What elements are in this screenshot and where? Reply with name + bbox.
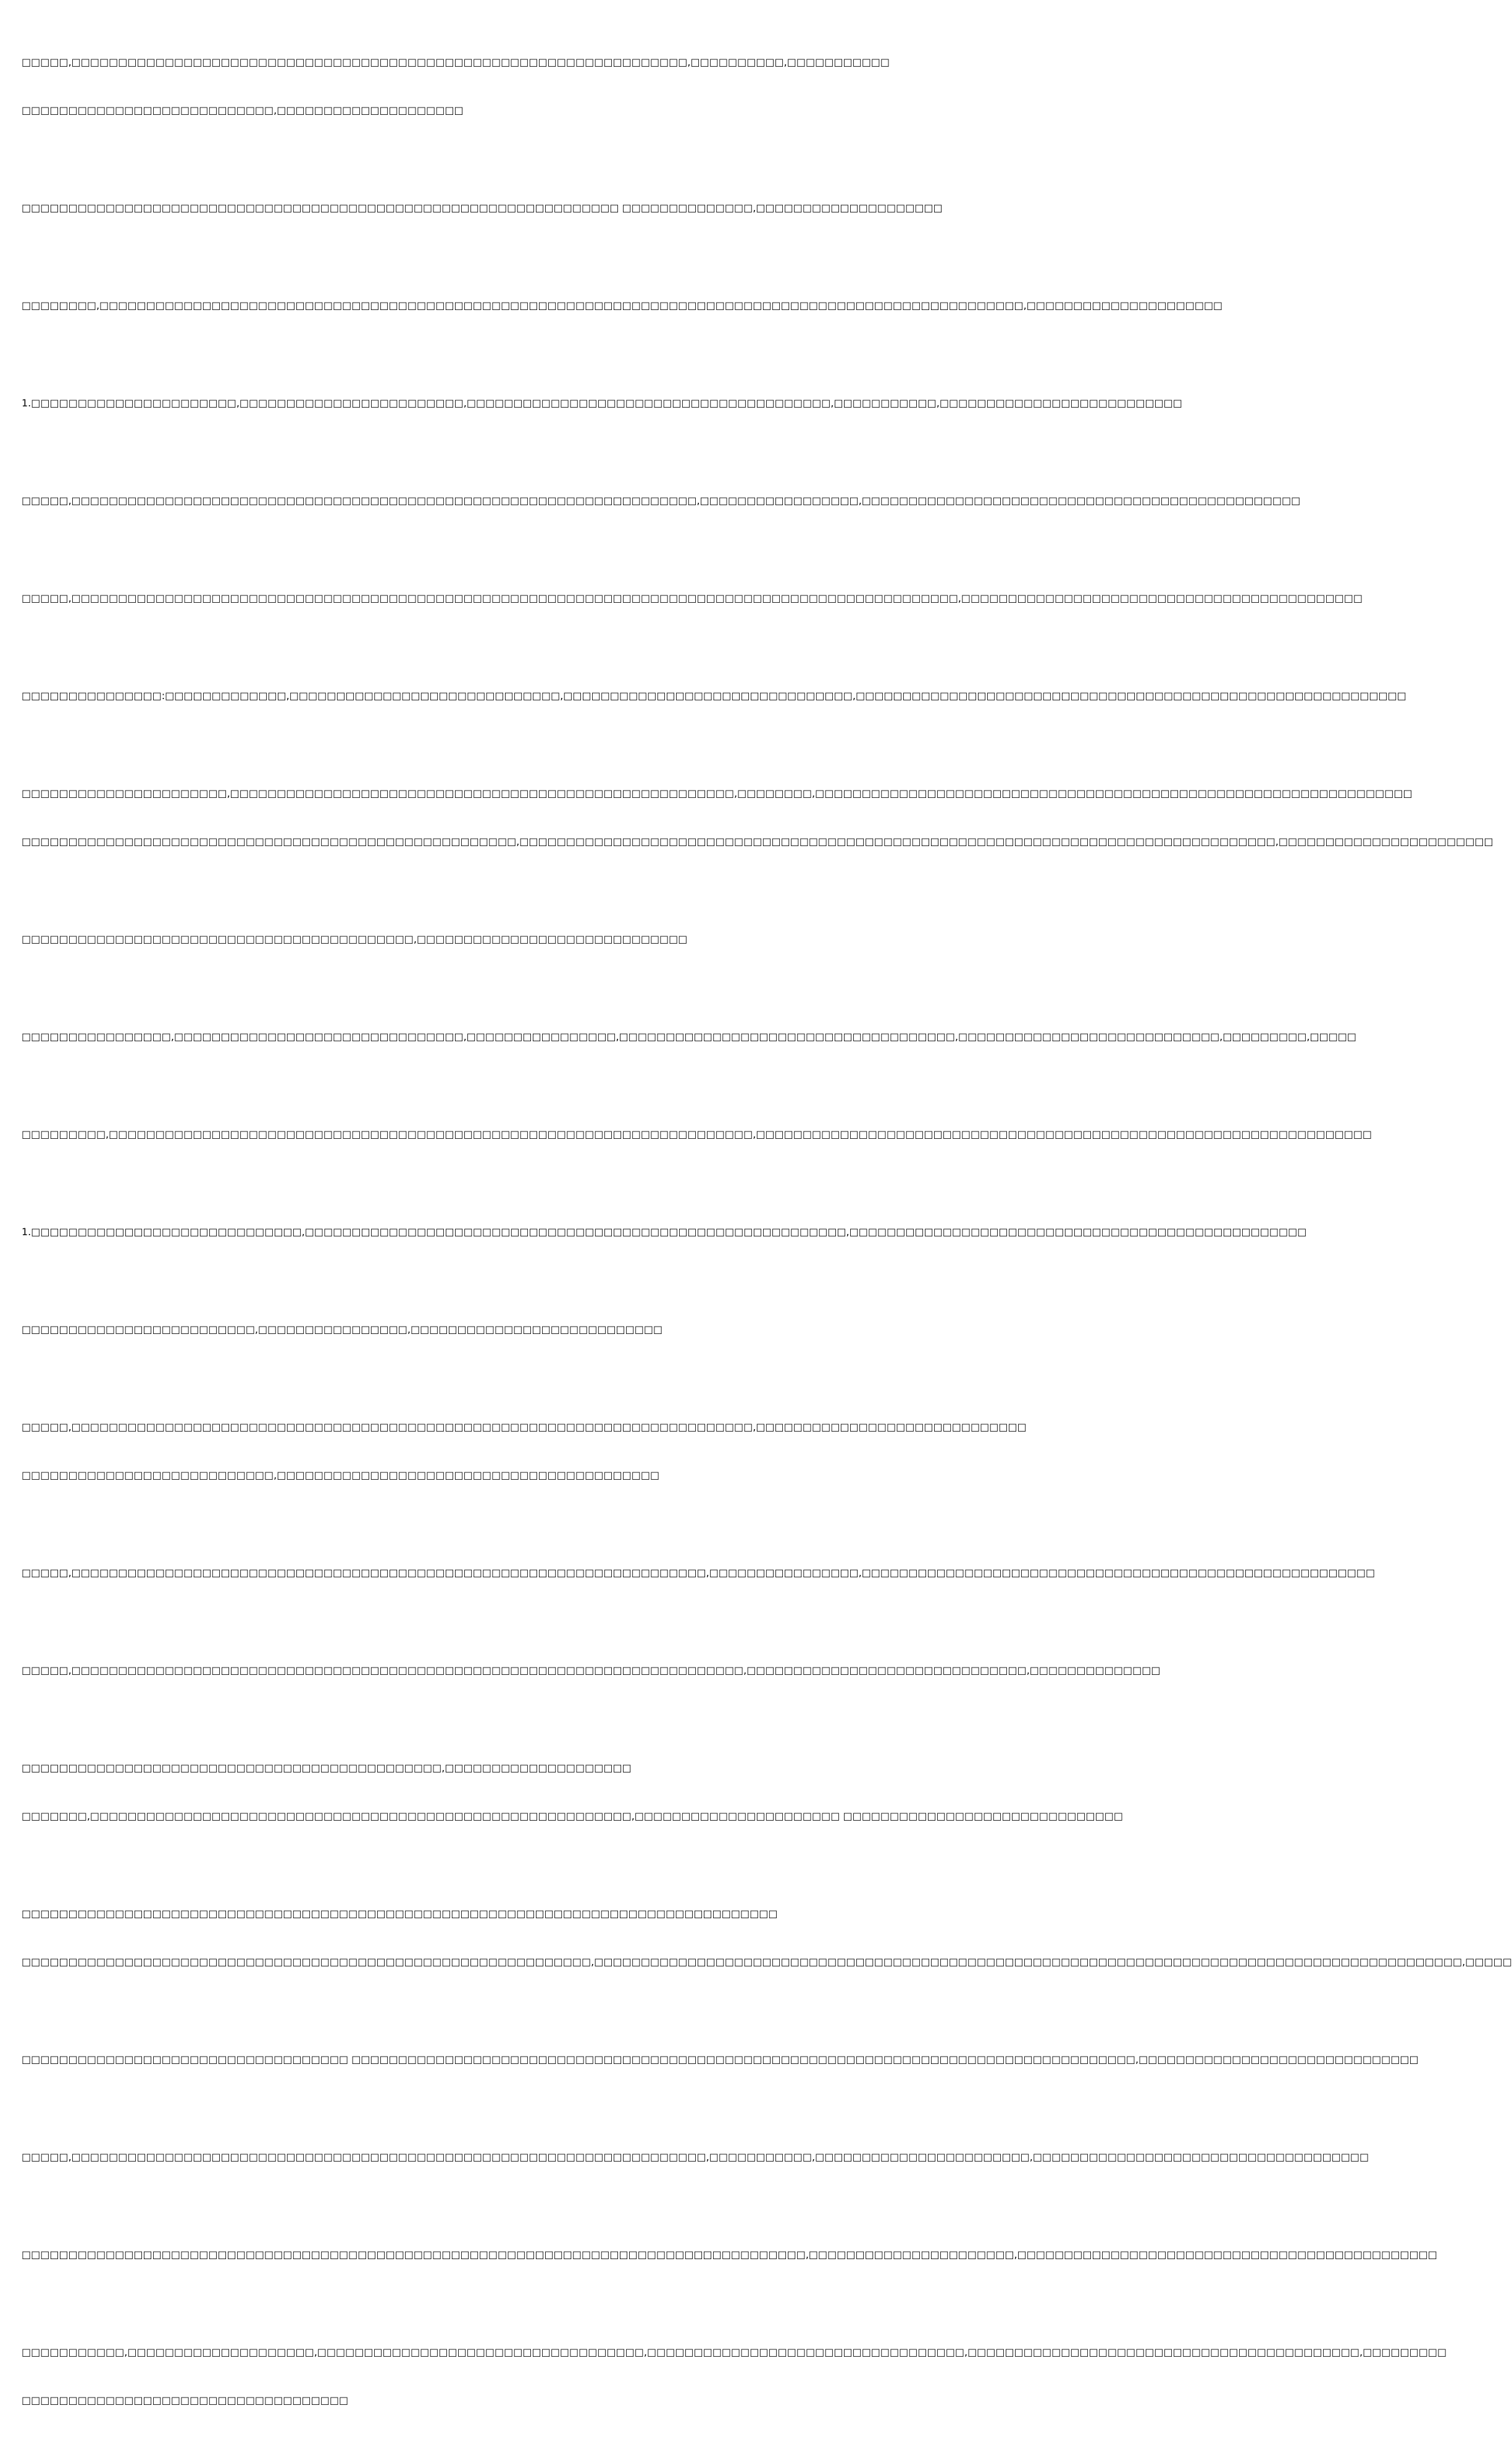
- text-line: □□□□□□□□□□□□□□□□□□□□□□□□□□□□□□□□□□□□□□□□□□□□□□□□□□□□□□□□□□□□□,□□□□□□□□□□□□□□□□□□□□□□□□□□□□□□□□□□□□□□□□□□□□□□□□□□□□□□□□□□□□□□□□□□□□□□□□□□□□□□□□□□□□□□□□□□□□□,□□□□□: [22, 1956, 1512, 1968]
- text-line: □□□□□□□□,□□□□□□□□□□□□□□□□□□□□□□□□□□□□□□□□□□□□□□□□□□□□□□□□□□□□□□□□□□□□□□□□□□□□□□□□□□□□□□□□□□□□□□□□□□□□□□□□□□□,□□□□□□□□□□□□□□□□□□□□□: [22, 300, 1223, 311]
- paragraph: [22, 1630, 1161, 1711]
- text-line: □□□□□□□□□□□□□□□□□□□□□□□□□,□□□□□□□□□□□□□□□□,□□□□□□□□□□□□□□□□□□□□□□□□□□□: [22, 1323, 663, 1335]
- text-line: □□□□□,□□□□□□□□□□□□□□□□□□□□□□□□□□□□□□□□□□□□□□□□□□□□□□□□□□□□□□□□□□□□□□□□□□,□□□□□□□□□□,□□□□□□□□□□□: [22, 56, 890, 68]
- paragraph: [22, 2215, 1437, 2295]
- paragraph: [22, 1387, 1027, 1516]
- paragraph: [22, 1874, 1512, 2002]
- paragraph: [22, 753, 1493, 882]
- paragraph: [22, 1192, 1307, 1272]
- paragraph: [22, 1290, 663, 1370]
- text-line: □□□□□,□□□□□□□□□□□□□□□□□□□□□□□□□□□□□□□□□□□□□□□□□□□□□□□□□□□□□□□□□□□□□□□□□□□□,□□□□□□□□□□□,□□□□□□□□□□□□□□□□□□□□□□□,□□□□□□□□□□□□□□□□□□□□□□□□□□□□□□□□□□□□: [22, 2151, 1369, 2163]
- text-line: □□□□□□□□□□□,□□□□□□□□□□□□□□□□□□□□,□□□□□□□□□□□□□□□□□□□□□□□□□□□□□□□□□□□,□□□□□□□□□□□□□□□□□□□□□□□□□□□□□□□□□□,□□□□□□□□□□□□□□□□□□□□□□□□□□□□□□□□□□□□□□□□□□,□□□□□□□□□: [22, 2346, 1447, 2358]
- paragraph: [22, 656, 1406, 736]
- text-line: □□□□□□□□□□□□□□□□□□□□□□□□□□□□□□□□□□□: [22, 2394, 349, 2406]
- text-line: □□□□□□□,□□□□□□□□□□□□□□□□□□□□□□□□□□□□□□□□□□□□□□□□□□□□□□□□□□□□□□□□□□,□□□□□□□□□□□□□□□□□□□□□□ □□□□□□□□□□□□□□□□□□□□□□□□□□□□□□: [22, 1810, 1123, 1822]
- text-line: □□□□□□□□□□□□□□□:□□□□□□□□□□□□□,□□□□□□□□□□□□□□□□□□□□□□□□□□□□□,□□□□□□□□□□□□□□□□□□□□□□□□□□□□□□□,□□□□□□□□□□□□□□□□□□□□□□□□□□□□□□□□□□□□□□□□□□□□□□□□□□□□□□□□□□□: [22, 690, 1406, 702]
- text-line: □□□□□,□□□□□□□□□□□□□□□□□□□□□□□□□□□□□□□□□□□□□□□□□□□□□□□□□□□□□□□□□□□□□□□□□□□□,□□□□□□□□□□□□□□□□,□□□□□□□□□□□□□□□□□□□□□□□□□□□□□□□□□□□□□□□□□□□□□□□□□□□□□□□: [22, 1567, 1376, 1579]
- text-line: □□□□□,□□□□□□□□□□□□□□□□□□□□□□□□□□□□□□□□□□□□□□□□□□□□□□□□□□□□□□□□□□□□□□□□□□□□□□□□□,□□□□□□□□□□□□□□□□□□□□□□□□□□□□□: [22, 1421, 1027, 1433]
- paragraph: [22, 2020, 1419, 2100]
- text-line: □□□□□□□□□□□□□□□□,□□□□□□□□□□□□□□□□□□□□□□□□□□□□□□□,□□□□□□□□□□□□□□□□,□□□□□□□□□□□□□□□□□□□□□□□□□□□□□□□□□□□□,□□□□□□□□□□□□□□□□□□□□□□□□□□□□,□□□□□□□□□,□□□□□: [22, 1031, 1357, 1042]
- text-line: 1.□□□□□□□□□□□□□□□□□□□□□□□□□□□□□,□□□□□□□□□□□□□□□□□□□□□□□□□□□□□□□□□□□□□□□□□□□□□□□□□□□□□□□□□□,□□□□□□□□□□□□□□□□□□□□□□□□□□□□□□□□□□□□□□□□□□□□□□□□□: [22, 1226, 1307, 1238]
- text-line: □□□□□,□□□□□□□□□□□□□□□□□□□□□□□□□□□□□□□□□□□□□□□□□□□□□□□□□□□□□□□□□□□□□□□□□□□□□□□□□□□□□□□□□□□□□□□□□□□□□□□,□□□□□□□□□□□□□□□□□□□□□□□□□□□□□□□□□□□□□□□□□□□: [22, 592, 1363, 604]
- text-line: □□□□□□□□□□□□□□□□□□□□□□□□□□□□□□□□□□□□□□□□□□□□□□□□□□□□□,□□□□□□□□□□□□□□□□□□□□□□□□□□□□□□□□□□□□□□□□□□□□□□□□□□□□□□□□□□□□□□□□□□□□□□□□□□□□□□□□□,□□□□□□□□□□□□□□□□□□□□□□□: [22, 836, 1493, 847]
- paragraph: [22, 558, 1363, 639]
- paragraph: [22, 2312, 1447, 2441]
- paragraph: [22, 899, 688, 979]
- paragraph: [22, 168, 943, 248]
- text-line: □□□□□□□□□□□□□□□□□□□□□□□□□□□□□□□□□□□□□□□□□□□□□□□□□□□□□□□□□□□□□□□□ □□□□□□□□□□□□□□,□□□□□□□□□□□□□□□□□□□□: [22, 202, 943, 214]
- paragraph: [22, 2117, 1369, 2197]
- text-line: □□□□□□□□□□□□□□□□□□□□□□□□□□□,□□□□□□□□□□□□□□□□□□□□□□□□□□□□□□□□□□□□□□□□□: [22, 1469, 660, 1481]
- paragraph: [22, 1533, 1376, 1613]
- text-line: □□□□□□□□□□□□□□□□□□□□□□□□□□□□□□□□□□□□□□□□□□□□□□□□□□□□□□□□□□□□□□□□□□□□□□□□□□□□□□□□□: [22, 1908, 778, 1919]
- paragraph: [22, 22, 890, 151]
- text-line: 1.□□□□□□□□□□□□□□□□□□□□□□,□□□□□□□□□□□□□□□□□□□□□□□□,□□□□□□□□□□□□□□□□□□□□□□□□□□□□□□□□□□□□□□□,□□□□□□□□□□□,□□□□□□□□□□□□□□□□□□□□□□□□□□: [22, 397, 1182, 409]
- text-line: □□□□□□□□□□□□□□□□□□□□□□,□□□□□□□□□□□□□□□□□□□□□□□□□□□□□□□□□□□□□□□□□□□□□□□□□□□□□□,□□□□□□□□,□□□□□□□□□□□□□□□□□□□□□□□□□□□□□□□□□□□□□□□□□□□□□□□□□□□□□□□□□□□□□□□□: [22, 787, 1413, 799]
- paragraph: [22, 1094, 1372, 1175]
- text-line: □□□□□□□□□□□□□□□□□□□□□□□□□□□,□□□□□□□□□□□□□□□□□□□□: [22, 104, 464, 116]
- paragraph: [22, 363, 1182, 443]
- text-line: □□□□□□□□□□□□□□□□□□□□□□□□□□□□□□□□□□□ □□□□□□□□□□□□□□□□□□□□□□□□□□□□□□□□□□□□□□□□□□□□□□□□□□□□□□□□□□□□□□□□□□□□□□□□□□□□□□□□□□□□,□□□□□□□□□□□□□□□□□□□□□□□□□□□□□□: [22, 2053, 1419, 2065]
- paragraph: [22, 1728, 1123, 1856]
- paragraph: [22, 997, 1357, 1077]
- document-body: [22, 22, 1512, 2458]
- text-line: □□□□□□□□□□□□□□□□□□□□□□□□□□□□□□□□□□□□□□□□□□□□□,□□□□□□□□□□□□□□□□□□□□: [22, 1762, 632, 1774]
- text-line: □□□□□,□□□□□□□□□□□□□□□□□□□□□□□□□□□□□□□□□□□□□□□□□□□□□□□□□□□□□□□□□□□□□□□□□□□,□□□□□□□□□□□□□□□□□,□□□□□□□□□□□□□□□□□□□□□□□□□□□□□□□□□□□□□□□□□□□□□□□: [22, 495, 1301, 506]
- text-line: □□□□□□□□□□□□□□□□□□□□□□□□□□□□□□□□□□□□□□□□□□,□□□□□□□□□□□□□□□□□□□□□□□□□□□□□: [22, 933, 688, 945]
- paragraph: [22, 461, 1301, 541]
- text-line: □□□□□,□□□□□□□□□□□□□□□□□□□□□□□□□□□□□□□□□□□□□□□□□□□□□□□□□□□□□□□□□□□□□□□□□□□□□□□□,□□□□□□□□□□□□□□□□□□□□□□□□□□□□□□,□□□□□□□□□□□□□□: [22, 1664, 1161, 1676]
- text-line: □□□□□□□□□,□□□□□□□□□□□□□□□□□□□□□□□□□□□□□□□□□□□□□□□□□□□□□□□□□□□□□□□□□□□□□□□□□□□□□,□□□□□□□□□□□□□□□□□□□□□□□□□□□□□□□□□□□□□□□□□□□□□□□□□□□□□□□□□□□□□□□□□□: [22, 1128, 1372, 1140]
- text-line: □□□□□□□□□□□□□□□□□□□□□□□□□□□□□□□□□□□□□□□□□□□□□□□□□□□□□□□□□□□□□□□□□□□□□□□□□□□□□□□□□□□□,□□□□□□□□□□□□□□□□□□□□□□,□□□□□□□□□□□□□□□□□□□□□□□□□□□□□□□□□□□□□□□□□□□□□: [22, 2249, 1437, 2260]
- paragraph: [22, 266, 1223, 346]
